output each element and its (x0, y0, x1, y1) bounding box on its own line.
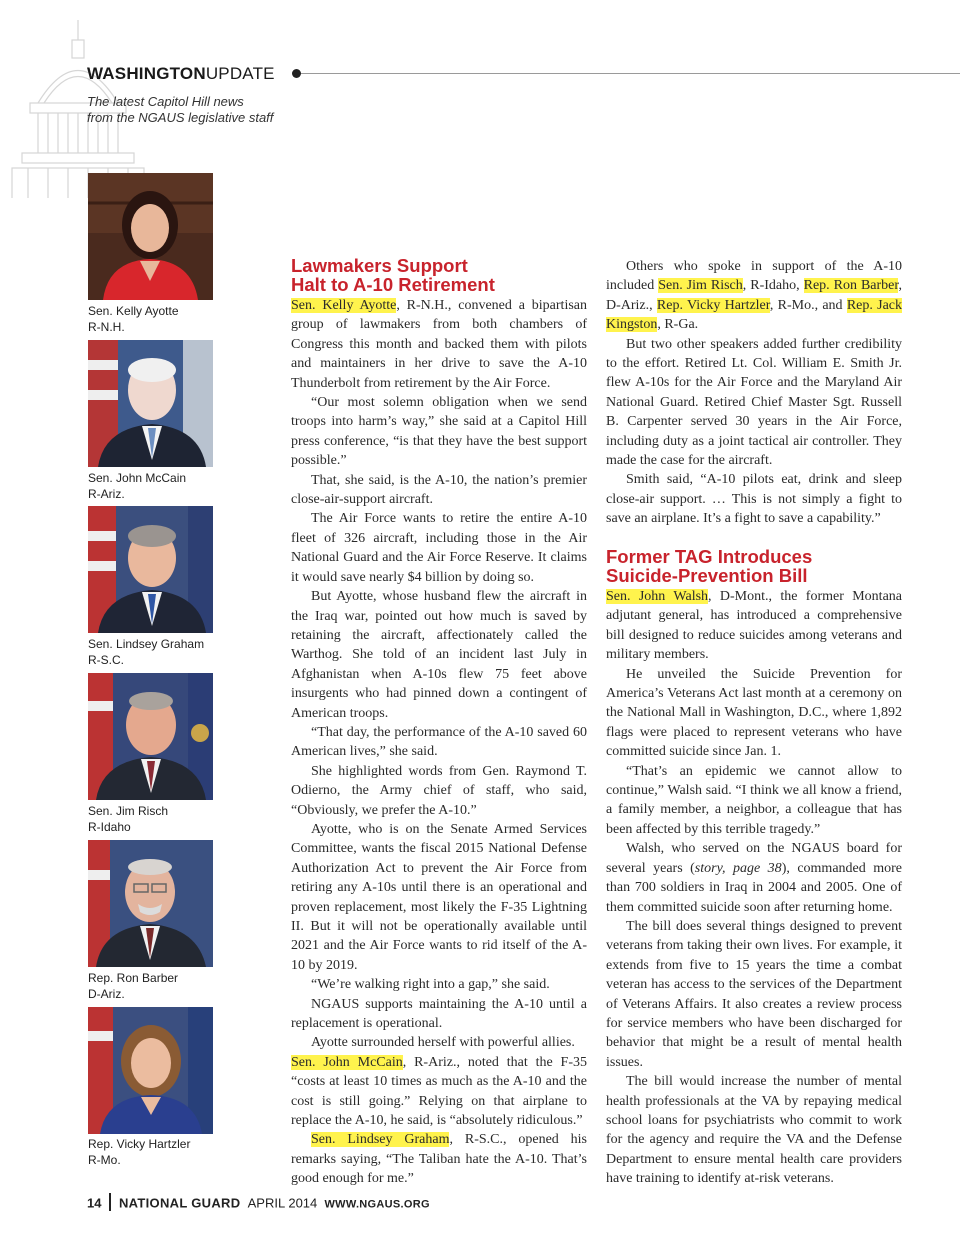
paragraph: Sen. John Walsh, D-Mont., the former Montana adjutant general, has introduced a comprehensive bill designed to reduce suicides among veterans and military members. (606, 589, 903, 663)
highlighted-name: Sen. John Walsh (606, 589, 709, 604)
highlighted-name: Sen. Jim Risch (658, 278, 743, 294)
paragraph: The Air Force wants to retire the entire A-10 fleet of 326 aircraft, including those in the Air National Guard and the Air Force Reserve. It claims it would save nearly $4 billion by doing so. (291, 511, 587, 585)
header-dot (292, 69, 301, 78)
article2-headline: Former TAG Introduces Suicide-Prevention Bill (606, 546, 813, 586)
caption-ayotte: Sen. Kelly Ayotte R-N.H. (88, 304, 179, 334)
portrait-photo-graham (88, 506, 213, 633)
paragraph: Ayotte, who is on the Senate Armed Services Committee, wants the fiscal 2015 National Defense Authorization Act to prevent the Air Force from retiring any A-10s until there is an operational and proven replacement, most likely the F-35 Lightning II. But it will not be operationally available until 2021 and the Air Force wants to rid itself of the A-10 by 2019. (291, 821, 587, 973)
caption-risch: Sen. Jim Risch R-Idaho (88, 804, 169, 834)
section-subtitle: The latest Capitol Hill news from the NGAUS legislative staff (87, 94, 274, 125)
caption-mccain: Sen. John McCain R-Ariz. (88, 471, 187, 501)
paragraph: The bill would increase the number of mental health professionals at the VA by repaying medical school loans for psychiatrists who commit to work for the agency and require the VA and the Defense Department to ensure mental health care providers have training to identify at-risk veterans. (606, 1074, 902, 1187)
section-title: WASHINGTONUPDATE (87, 64, 275, 83)
paragraph: Walsh, who served on the NGAUS board for several years (story, page 38), commanded more than 700 soldiers in Iraq in 2004 and 2005. One of them committed suicide soon after returning home. (606, 841, 902, 915)
page-number: 14 (87, 1195, 102, 1211)
article1-headline: Lawmakers Support Halt to A-10 Retirement (291, 255, 495, 295)
issue-date: APRIL 2014 (247, 1195, 318, 1211)
header-rule (296, 73, 960, 74)
story-reference: story, page 38 (694, 860, 782, 876)
portrait-photo-risch (88, 673, 213, 800)
paragraph: “We’re walking right into a gap,” she said. (311, 977, 550, 993)
paragraph: But two other speakers added further credibility to the effort. Retired Lt. Col. William E. Smith Jr. flew A-10s for the Air Force and the Maryland Air National Guard. Retired Chief Master Sgt. Russell B. Carpenter served 30 years in the Air Force, including duty as a joint tactical air controller. They made the case for the aircraft. (606, 336, 902, 469)
paragraph: Smith said, “A-10 pilots eat, drink and sleep close-air support. … This is not simply a fight to save an airplane. It’s a fight to save a capability.” (606, 472, 902, 527)
article2-body (606, 587, 902, 1189)
portrait-photo-hartzler (88, 1007, 213, 1134)
magazine-name: NATIONAL GUARD (118, 1195, 241, 1211)
paragraph: That, she said, is the A-10, the nation’s premier close-air-support aircraft. (291, 472, 587, 508)
paragraph: Ayotte surrounded herself with powerful allies. (311, 1035, 575, 1051)
paragraph: She highlighted words from Gen. Raymond T. Odierno, the Army chief of staff, who said, “Obviously, we prefer the A-10.” (291, 763, 587, 818)
portrait-photo-barber (88, 840, 213, 967)
highlighted-name: Sen. Lindsey Graham (311, 1132, 450, 1148)
paragraph: “Our most solemn obligation when we send troops into harm’s way,” she said at a Capitol Hill press conference, “is that they have the best support possible.” (291, 395, 587, 469)
portrait-photo-ayotte (88, 173, 213, 300)
caption-hartzler: Rep. Vicky Hartzler R-Mo. (88, 1137, 191, 1167)
article1-body (291, 296, 587, 1189)
paragraph: He unveiled the Suicide Prevention for America’s Veterans Act last month at a ceremony on the National Mall in Washington, D.C., where 1,892 flags were placed to represent veterans who have committed suicide since Jan. 1. (606, 666, 902, 760)
article1-continued (606, 257, 902, 529)
highlighted-name: Rep. Jack Kingston (606, 297, 902, 333)
highlighted-name: Sen. Kelly Ayotte (291, 298, 397, 313)
footer-divider (109, 1193, 111, 1211)
paragraph: NGAUS supports maintaining the A-10 until a replacement is operational. (291, 996, 587, 1032)
highlighted-name: Rep. Ron Barber (803, 278, 899, 294)
paragraph: Others who spoke in support of the A-10 included Sen. Jim Risch, R-Idaho, Rep. Ron Barber, D-Ariz., Rep. Vicky Hartzler, R-Mo., and Rep. Jack Kingston, R-Ga. (606, 259, 902, 333)
paragraph: “That’s an epidemic we cannot allow to continue,” Walsh said. “I think we all know a friend, a family member, a neighbor, a colleague that has been affected by this terrible tragedy.” (606, 763, 902, 837)
paragraph: Sen. Lindsey Graham, R-S.C., opened his remarks saying, “The Taliban hate the A-10. That’s good enough for me.” (291, 1132, 588, 1187)
paragraph: “That day, the performance of the A-10 saved 60 American lives,” she said. (291, 724, 587, 760)
paragraph: Sen. John McCain, R-Ariz., noted that the F-35 “costs at least 10 times as much as the A-10 and the cost is still going.” Relying on that airplane to replace the A-10, he said, is “absolutely ridiculous.” (291, 1054, 587, 1129)
paragraph: Sen. Kelly Ayotte, R-N.H., convened a bipartisan group of lawmakers from both chambers of Congress this month and backed them with pilots and maintainers in her drive to save the A-10 Thunderbolt from retirement by the Air Force. (291, 298, 587, 391)
paragraph: The bill does several things designed to prevent veterans from taking their own lives. For example, it extends from five to 15 years the time a combat veteran has access to the services of the Department of Veterans Affairs. It also creates a review process for service members who have been discharged for behavior that might be a result of mental health issues. (606, 918, 902, 1070)
website: WWW.NGAUS.ORG (324, 1198, 430, 1211)
highlighted-name: Rep. Vicky Hartzler (656, 297, 770, 313)
page-footer (87, 1195, 430, 1213)
paragraph: But Ayotte, whose husband flew the aircraft in the Iraq war, pointed out how much is saved by retaining the aircraft, affectionately called the Warthog. She told of an incident last July in Afghanistan when A-10s flew 75 feet above insurgents who had pinned down a contingent of American troops. (291, 589, 587, 721)
caption-barber: Rep. Ron Barber D-Ariz. (88, 971, 179, 1001)
highlighted-name: Sen. John McCain (291, 1054, 403, 1070)
caption-graham: Sen. Lindsey Graham R-S.C. (88, 637, 205, 667)
portrait-photo-mccain (88, 340, 213, 467)
